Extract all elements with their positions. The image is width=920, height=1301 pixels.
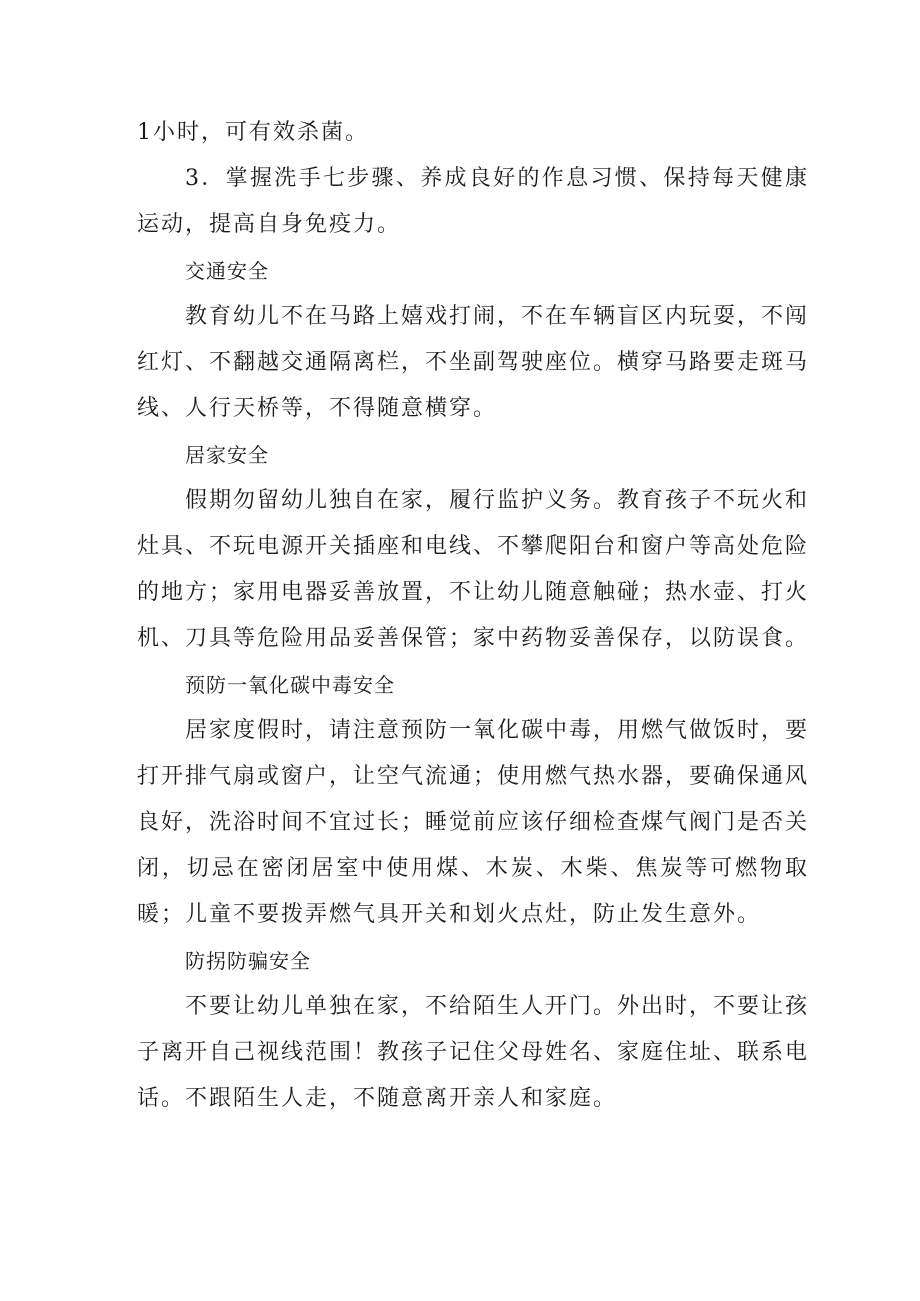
paragraph-co-poisoning-safety: 居家度假时，请注意预防一氧化碳中毒，用燃气做饭时，要打开排气扇或窗户，让空气流通；使用燃气热水器，要确保通风良好，洗浴时间不宜过长；睡觉前应该仔细检查煤气阀门是否关闭，切忌在密闭居室中使用煤、木炭、木柴、焦炭等可燃物取暖；儿童不要拨弄燃气具开关和划火点灶，防止发生意外。 xyxy=(137,718,810,927)
document-page xyxy=(137,110,809,1122)
heading-co-poisoning-safety: 预防一氧化碳中毒安全 xyxy=(185,673,395,697)
paragraph-disinfection-end: 1小时，可有效杀菌。 xyxy=(137,120,369,145)
heading-home-safety: 居家安全 xyxy=(185,443,269,467)
heading-traffic-safety: 交通安全 xyxy=(185,259,269,283)
heading-anti-abduction-safety: 防拐防骗安全 xyxy=(185,949,311,973)
paragraph-anti-abduction-safety: 不要让幼儿单独在家，不给陌生人开门。外出时，不要让孩子离开自己视线范围！教孩子记住父母姓名、家庭住址、联系电话。不跟陌生人走，不随意离开亲人和家庭。 xyxy=(137,994,810,1111)
paragraph-traffic-safety: 教育幼儿不在马路上嬉戏打闹，不在车辆盲区内玩耍，不闯红灯、不翻越交通隔离栏，不坐副驾驶座位。横穿马路要走斑马线、人行天桥等，不得随意横穿。 xyxy=(137,304,810,421)
paragraph-hand-washing: 3．掌握洗手七步骤、养成良好的作息习惯、保持每天健康运动，提高自身免疫力。 xyxy=(137,166,809,237)
paragraph-home-safety: 假期勿留幼儿独自在家，履行监护义务。教育孩子不玩火和灶具、不玩电源开关插座和电线、不攀爬阳台和窗户等高处危险的地方；家用电器妥善放置，不让幼儿随意触碰；热水壶、打火机、刀具等危险用品妥善保管；家中药物妥善保存，以防误食。 xyxy=(137,488,810,651)
